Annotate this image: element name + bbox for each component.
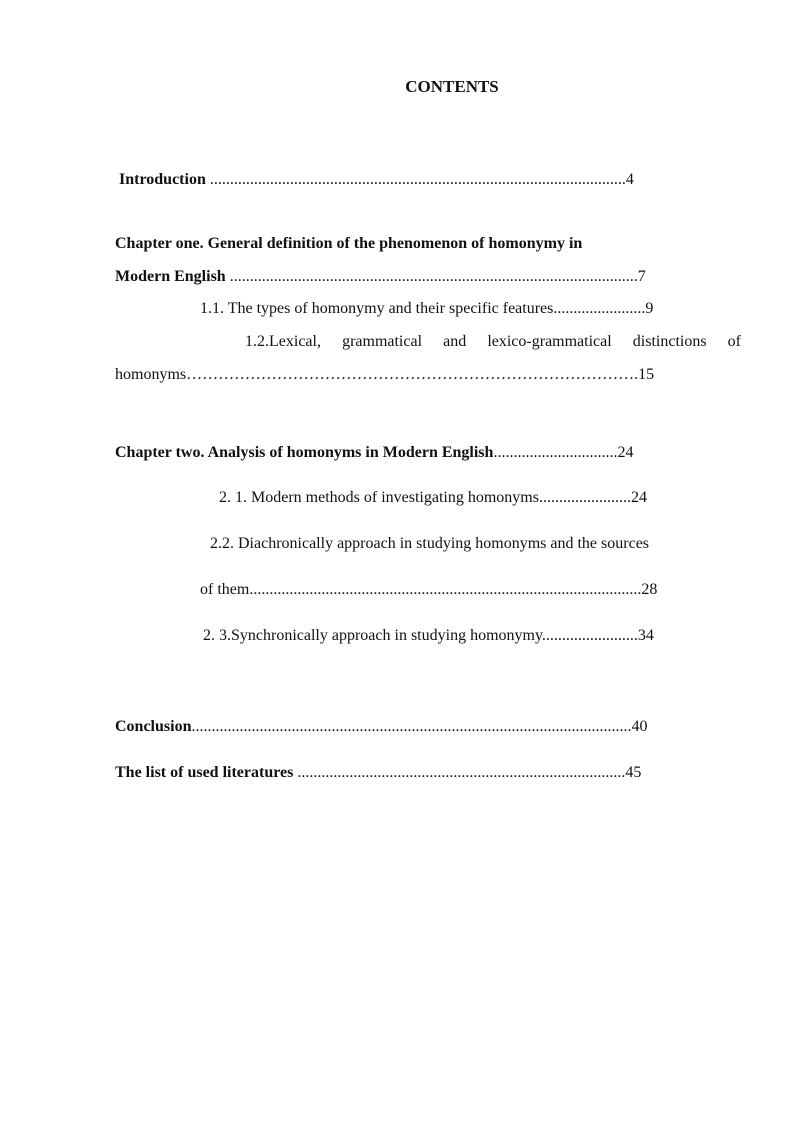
entry-label: 2. 1. Modern methods of investigating homonyms	[219, 489, 539, 506]
toc-entry-section-2-1	[219, 488, 647, 508]
page-number: 28	[641, 581, 658, 598]
entry-label: Conclusion	[115, 718, 192, 735]
page-number: 34	[637, 627, 654, 644]
toc-entry-section-1-1	[200, 299, 653, 319]
page-number: 40	[631, 718, 648, 735]
page-number: 15	[638, 366, 655, 383]
leader-dots: ..................................................................................	[293, 764, 626, 781]
leader-dots: ......................................................................................................	[225, 268, 638, 285]
page-title: CONTENTS	[405, 77, 499, 96]
page-number: 4	[625, 171, 634, 188]
entry-label: of them	[200, 581, 250, 598]
toc-entry-section-1-2	[115, 365, 654, 385]
entry-label: 1.1. The types of homonymy and their specific features	[200, 300, 554, 317]
toc-entry-section-2-3	[203, 626, 654, 646]
page-number: 45	[625, 764, 642, 781]
entry-label: The list of used literatures	[115, 764, 294, 781]
page-number: 24	[617, 444, 634, 461]
toc-entry-chapter-one	[115, 267, 646, 287]
toc-entry-chapter-one-heading: Chapter one. General definition of the phenomenon of homonymy in	[115, 235, 583, 252]
leader-dots: ..................................................................................................	[249, 581, 642, 598]
leader-dots: .......................	[553, 300, 646, 317]
leader-dots: ........................................................................................................	[205, 171, 626, 188]
page-number: 7	[637, 268, 646, 285]
leader-dots: ...............................	[493, 444, 618, 461]
leader-dots: ………………………………………………………………………….	[186, 366, 639, 383]
entry-label: homonyms	[115, 366, 187, 383]
toc-entry-section-2-2	[200, 580, 657, 600]
toc-entry-conclusion	[115, 717, 647, 737]
page-number: 24	[630, 489, 647, 506]
page-number: 9	[645, 300, 654, 317]
leader-dots: ........................	[541, 627, 638, 644]
entry-label: Chapter two. Analysis of homonyms in Modern English	[115, 444, 494, 461]
leader-dots: .......................	[538, 489, 631, 506]
toc-entry-chapter-two	[115, 443, 633, 463]
toc-entry-section-2-2-heading: 2.2. Diachronically approach in studying homonyms and the sources	[210, 535, 650, 552]
leader-dots: ..............................................................................................................	[191, 718, 632, 735]
entry-label: 2. 3.Synchronically approach in studying homonymy	[203, 627, 542, 644]
toc-entry-literature	[115, 763, 641, 783]
entry-label: Introduction	[119, 171, 206, 188]
entry-text: 1.2.Lexical, grammatical and lexico-grammatical distinctions of	[245, 333, 741, 350]
toc-entry-section-1-2-heading	[245, 332, 741, 352]
entry-label: Modern English	[115, 268, 226, 285]
toc-entry-introduction	[119, 170, 634, 190]
